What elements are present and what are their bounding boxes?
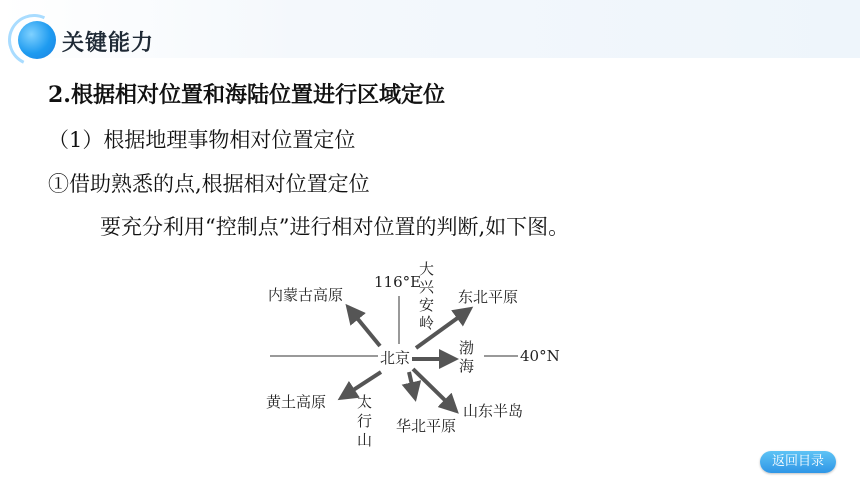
subheading-2: ①借助熟悉的点,根据相对位置定位 — [48, 172, 370, 196]
label-hthy: 黄土高原 — [266, 393, 327, 411]
paragraph: 要充分利用“控制点”进行相对位置的判断,如下图。 — [100, 215, 570, 239]
subheading-1: （1）根据地理事物相对位置定位 — [48, 128, 356, 152]
label-dxal-1: 大 — [419, 260, 435, 278]
label-taihang-2: 行 — [357, 412, 373, 430]
label-hbpy: 华北平原 — [396, 417, 457, 435]
arrow-nmg — [348, 307, 380, 346]
arrow-hbpy — [409, 372, 415, 398]
label-nmg: 内蒙古高原 — [268, 286, 344, 304]
label-dxal-3: 安 — [419, 296, 435, 314]
label-sdbd: 山东半岛 — [463, 402, 524, 420]
label-longitude: 116°E — [374, 273, 422, 291]
label-latitude: 40°N — [520, 347, 560, 365]
section-title: 关键能力 — [62, 31, 155, 56]
back-to-contents-button[interactable]: 返回目录 — [760, 451, 836, 473]
heading: 2.根据相对位置和海陆位置进行区域定位 — [48, 82, 445, 108]
label-bohai-2: 海 — [459, 357, 475, 375]
label-dxal-4: 岭 — [419, 314, 435, 332]
label-dbpy: 东北平原 — [458, 288, 519, 306]
label-bohai-1: 渤 — [459, 339, 475, 357]
label-dxal-2: 兴 — [419, 278, 435, 296]
arrow-sdbd — [413, 369, 456, 411]
label-taihang-3: 山 — [357, 431, 373, 449]
label-center: 北京 — [380, 349, 411, 367]
label-taihang-1: 太 — [357, 393, 373, 411]
